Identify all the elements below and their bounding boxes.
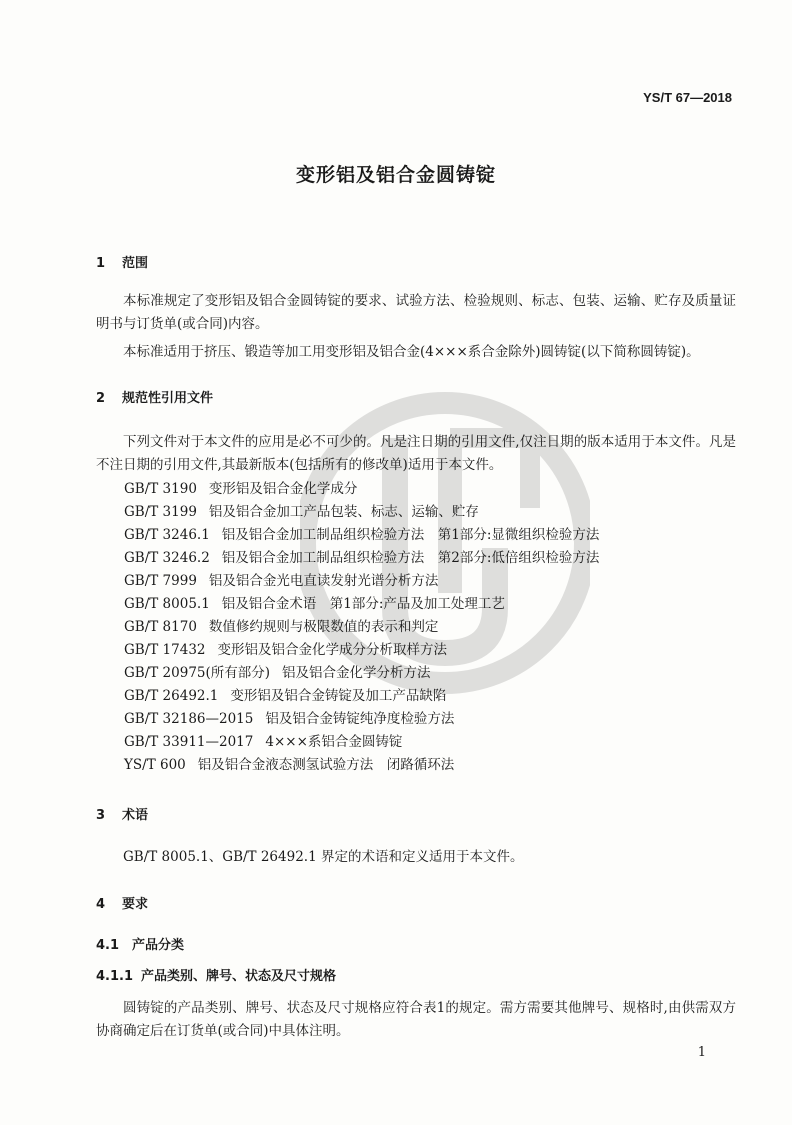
section-1-heading xyxy=(96,252,148,271)
terms-paragraph: GB/T 8005.1、GB/T 26492.1 界定的术语和定义适用于本文件。 xyxy=(123,849,524,865)
standard-code: YS/T 67—2018 xyxy=(643,90,732,105)
section-title: 产品分类 xyxy=(132,938,185,953)
list-item xyxy=(124,731,599,754)
ref-title: 变形铝及铝合金化学成分分析取样方法 xyxy=(217,642,447,658)
section-number: 1 xyxy=(96,256,106,271)
list-item xyxy=(124,593,599,616)
document-title: 变形铝及铝合金圆铸锭 xyxy=(295,164,496,186)
classification-paragraph: 圆铸锭的产品类别、牌号、状态及尺寸规格应符合表1的规定。需方需要其他牌号、规格时,由供需双方协商确定后在订货单(或合同)中具体注明。 xyxy=(96,1000,736,1039)
section-3-heading xyxy=(96,804,148,823)
ref-code: GB/T 3246.1 xyxy=(124,527,210,543)
ref-code: GB/T 8005.1 xyxy=(124,596,210,612)
section-number: 4.1 xyxy=(96,938,120,953)
section-title: 要求 xyxy=(122,897,149,912)
scope-paragraph-1: 本标准规定了变形铝及铝合金圆铸锭的要求、试验方法、检验规则、标志、包装、运输、贮存及质量证明书与订货单(或合同)内容。 xyxy=(96,293,736,332)
section-number: 3 xyxy=(96,808,106,823)
list-item xyxy=(124,478,599,501)
ref-code: GB/T 17432 xyxy=(124,642,206,658)
section-title: 产品类别、牌号、状态及尺寸规格 xyxy=(141,969,337,984)
section-number: 4.1.1 xyxy=(96,969,134,984)
page-number: 1 xyxy=(697,1045,706,1060)
ref-title: 数值修约规则与极限数值的表示和判定 xyxy=(208,619,439,635)
ref-code: GB/T 33911—2017 xyxy=(124,734,254,750)
ref-code: GB/T 3190 xyxy=(124,481,197,497)
ref-title: 铝及铝合金铸锭纯净度检验方法 xyxy=(265,711,455,727)
section-title: 规范性引用文件 xyxy=(122,391,214,406)
list-item xyxy=(124,639,599,662)
ref-code: GB/T 3199 xyxy=(124,504,197,520)
section-4-1-1-heading xyxy=(96,965,336,984)
list-item xyxy=(124,708,599,731)
ref-title: 铝及铝合金加工产品包装、标志、运输、贮存 xyxy=(208,504,479,520)
section-2-heading xyxy=(96,387,213,406)
ref-title: 铝及铝合金光电直读发射光谱分析方法 xyxy=(208,573,439,589)
ref-code: GB/T 32186—2015 xyxy=(124,711,254,727)
ref-title: 铝及铝合金液态测氢试验方法 闭路循环法 xyxy=(197,757,455,773)
ref-code: GB/T 8170 xyxy=(124,619,197,635)
ref-title: 4×××系铝合金圆铸锭 xyxy=(265,734,403,750)
ref-title: 变形铝及铝合金铸锭及加工产品缺陷 xyxy=(230,688,447,704)
ref-title: 铝及铝合金加工制品组织检验方法 第1部分:显微组织检验方法 xyxy=(221,527,600,543)
section-number: 4 xyxy=(96,897,106,912)
ref-code: GB/T 3246.2 xyxy=(124,550,210,566)
ref-code: YS/T 600 xyxy=(124,757,186,773)
list-item xyxy=(124,662,599,685)
list-item xyxy=(124,501,599,524)
scope-paragraph-2: 本标准适用于挤压、锻造等加工用变形铝及铝合金(4×××系合金除外)圆铸锭(以下简称圆铸锭)。 xyxy=(123,344,700,360)
section-4-heading xyxy=(96,893,148,912)
list-item xyxy=(124,685,599,708)
ref-title: 铝及铝合金化学分析方法 xyxy=(282,665,431,681)
section-title: 范围 xyxy=(122,256,149,271)
refs-intro: 下列文件对于本文件的应用是必不可少的。凡是注日期的引用文件,仅注日期的版本适用于本文件。凡是不注日期的引用文件,其最新版本(包括所有的修改单)适用于本文件。 xyxy=(96,434,736,473)
list-item xyxy=(124,524,599,547)
ref-code: GB/T 20975(所有部分) xyxy=(124,665,271,681)
list-item xyxy=(124,547,599,570)
ref-title: 铝及铝合金加工制品组织检验方法 第2部分:低倍组织检验方法 xyxy=(221,550,600,566)
ref-title: 变形铝及铝合金化学成分 xyxy=(208,481,358,497)
section-4-1-heading xyxy=(96,934,184,953)
section-title: 术语 xyxy=(122,808,149,823)
list-item xyxy=(124,616,599,639)
list-item xyxy=(124,570,599,593)
section-number: 2 xyxy=(96,391,106,406)
list-item xyxy=(124,754,599,777)
ref-title: 铝及铝合金术语 第1部分:产品及加工处理工艺 xyxy=(221,596,505,612)
ref-code: GB/T 7999 xyxy=(124,573,197,589)
ref-code: GB/T 26492.1 xyxy=(124,688,219,704)
reference-list xyxy=(124,478,599,777)
